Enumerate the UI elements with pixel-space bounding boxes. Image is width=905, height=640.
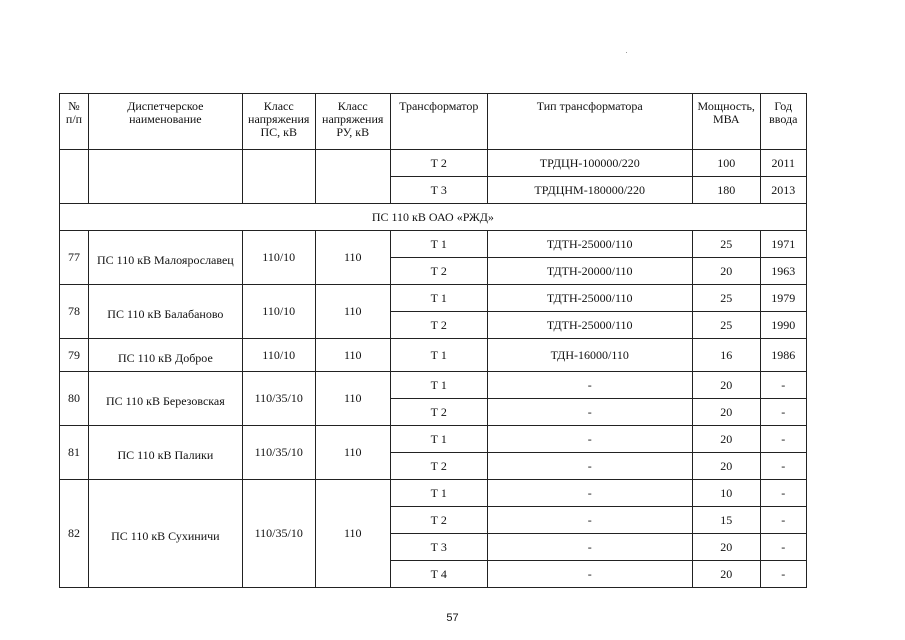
header-year: Год ввода [760,94,806,150]
power-cell: 20 [692,561,760,588]
name-cell: ПС 110 кВ Малоярославец [89,231,243,285]
num-cell: 77 [60,231,89,285]
name-cell: ПС 110 кВ Сухиничи [89,480,243,588]
header-power: Мощность, МВА [692,94,760,150]
class-ru-cell: 110 [315,339,390,372]
type-cell: - [487,507,692,534]
transformer-cell: Т 2 [390,507,487,534]
transformer-cell: Т 2 [390,312,487,339]
transformer-cell: Т 2 [390,258,487,285]
type-cell: ТДТН-25000/110 [487,231,692,258]
class-ru-cell: 110 [315,372,390,426]
transformer-cell: Т 1 [390,231,487,258]
header-type: Тип трансформатора [487,94,692,150]
header-name: Диспетчерское наименование [89,94,243,150]
table-row [60,426,807,453]
year-cell: - [760,453,806,480]
class-ps-cell: 110/35/10 [242,426,315,480]
type-cell: - [487,480,692,507]
header-transformer: Трансформатор [390,94,487,150]
name-cell: ПС 110 кВ Палики [89,426,243,480]
power-cell: 20 [692,258,760,285]
power-cell: 20 [692,453,760,480]
transformer-table [59,93,807,588]
num-cell: 78 [60,285,89,339]
power-cell: 20 [692,534,760,561]
year-cell: 1990 [760,312,806,339]
class-ps-cell: 110/10 [242,231,315,285]
scan-speck [626,52,627,53]
class-ps-cell [242,150,315,204]
year-cell: - [760,372,806,399]
power-cell: 20 [692,372,760,399]
header-num: № п/п [60,94,89,150]
type-cell: ТРДЦНМ-180000/220 [487,177,692,204]
type-cell: - [487,561,692,588]
class-ps-cell: 110/35/10 [242,480,315,588]
section-row [60,204,807,231]
type-cell: ТДН-16000/110 [487,339,692,372]
num-cell: 80 [60,372,89,426]
num-cell: 81 [60,426,89,480]
table-row [60,231,807,258]
transformer-cell: Т 1 [390,285,487,312]
year-cell: - [760,399,806,426]
page-number: 57 [446,612,459,624]
transformer-cell: Т 3 [390,534,487,561]
class-ru-cell: 110 [315,480,390,588]
year-cell: 1986 [760,339,806,372]
type-cell: ТДТН-20000/110 [487,258,692,285]
header-row [60,94,807,150]
type-cell: ТДТН-25000/110 [487,312,692,339]
year-cell: - [760,561,806,588]
table-row [60,150,807,177]
power-cell: 25 [692,312,760,339]
transformer-cell: Т 1 [390,372,487,399]
power-cell: 25 [692,231,760,258]
power-cell: 20 [692,399,760,426]
power-cell: 180 [692,177,760,204]
type-cell: - [487,426,692,453]
section-title: ПС 110 кВ ОАО «РЖД» [60,204,807,231]
year-cell: - [760,507,806,534]
name-cell [89,150,243,204]
name-cell: ПС 110 кВ Балабаново [89,285,243,339]
class-ru-cell [315,150,390,204]
name-cell: ПС 110 кВ Березовская [89,372,243,426]
transformer-cell: Т 4 [390,561,487,588]
class-ps-cell: 110/35/10 [242,372,315,426]
transformer-cell: Т 2 [390,453,487,480]
type-cell: - [487,399,692,426]
class-ru-cell: 110 [315,426,390,480]
year-cell: 1979 [760,285,806,312]
type-cell: ТДТН-25000/110 [487,285,692,312]
type-cell: - [487,534,692,561]
header-class-ps: Класс напряжения ПС, кВ [242,94,315,150]
year-cell: - [760,426,806,453]
transformer-cell: Т 1 [390,480,487,507]
year-cell: 1971 [760,231,806,258]
name-cell: ПС 110 кВ Доброе [89,339,243,372]
class-ru-cell: 110 [315,231,390,285]
table-row [60,372,807,399]
table-body [60,94,807,588]
power-cell: 20 [692,426,760,453]
power-cell: 15 [692,507,760,534]
table-row [60,339,807,372]
year-cell: - [760,480,806,507]
year-cell: 1963 [760,258,806,285]
class-ps-cell: 110/10 [242,285,315,339]
num-cell: 82 [60,480,89,588]
transformer-cell: Т 1 [390,426,487,453]
power-cell: 25 [692,285,760,312]
power-cell: 100 [692,150,760,177]
transformer-cell: Т 2 [390,399,487,426]
type-cell: - [487,453,692,480]
transformer-cell: Т 2 [390,150,487,177]
power-cell: 16 [692,339,760,372]
transformer-cell: Т 1 [390,339,487,372]
year-cell: 2013 [760,177,806,204]
type-cell: ТРДЦН-100000/220 [487,150,692,177]
header-class-ru: Класс напряжения РУ, кВ [315,94,390,150]
class-ru-cell: 110 [315,285,390,339]
year-cell: - [760,534,806,561]
transformer-cell: Т 3 [390,177,487,204]
type-cell: - [487,372,692,399]
table-row [60,285,807,312]
table-row [60,480,807,507]
num-cell: 79 [60,339,89,372]
power-cell: 10 [692,480,760,507]
year-cell: 2011 [760,150,806,177]
class-ps-cell: 110/10 [242,339,315,372]
num-cell [60,150,89,204]
